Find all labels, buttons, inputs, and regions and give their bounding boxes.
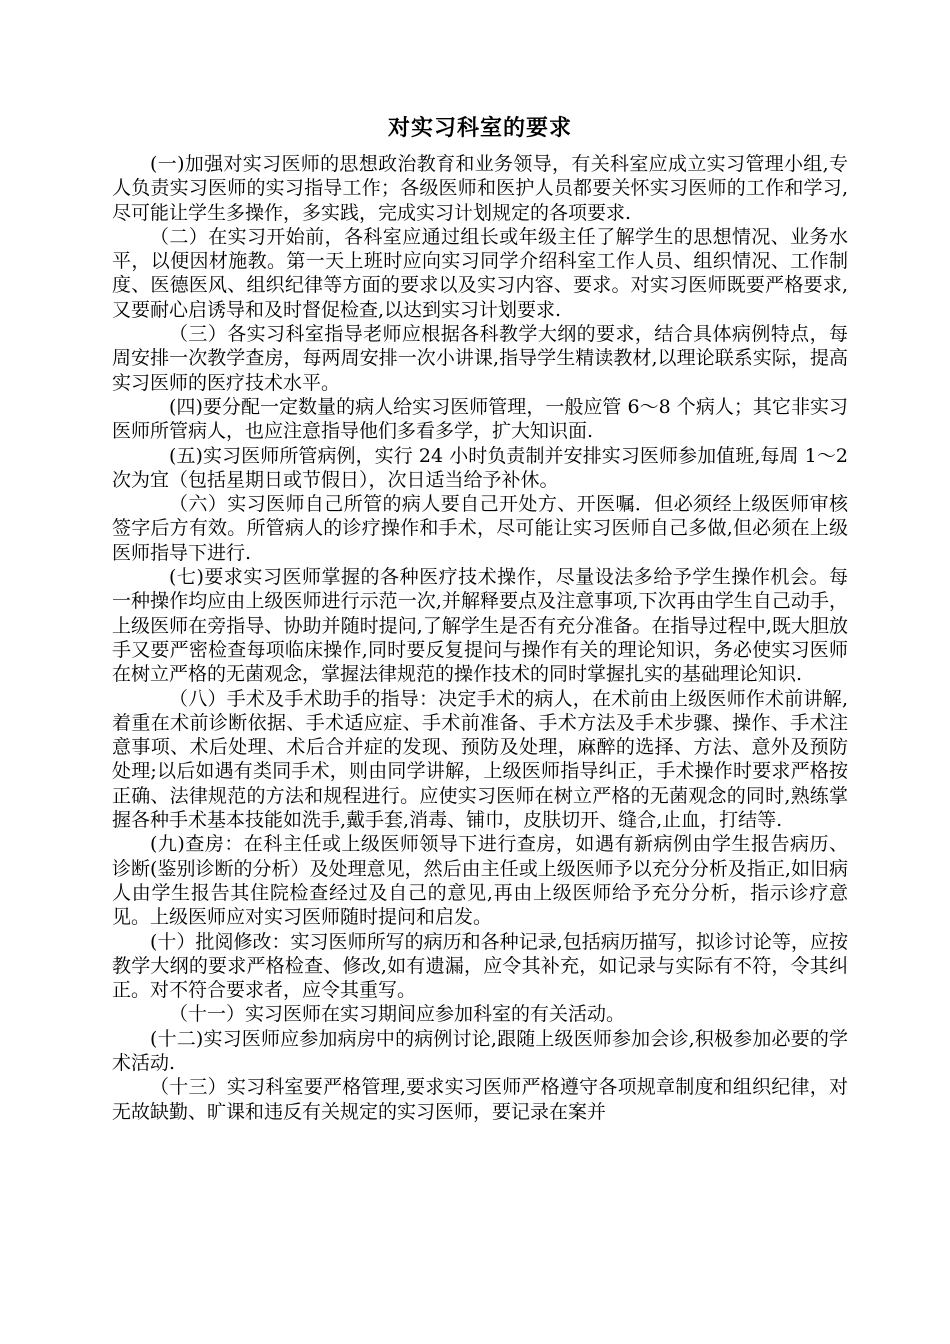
paragraph-8: （八）手术及手术助手的指导：决定手术的病人，在术前由上级医师作术前讲解,着重在术前诊断依据、手术适应症、手术前准备、手术方法及手术步骤、操作、手术注意事项、术后处理、术后合并症的发现、预防及处理，麻醉的选择、方法、意外及预防处理;以后如遇有类同手术，则由同学讲解，上级医师指导纠正，手术操作时要求严格按正确、法律规范的方法和规程进行。应使实习医师在树立严格的无菌观念的同时,熟练掌握各种手术基本技能如洗手,戴手套,消毒、铺巾，皮肤切开、缝合,止血，打结等. — [112, 687, 848, 832]
paragraph-9: (九)查房：在科主任或上级医师领导下进行查房，如遇有新病例由学生报告病历、诊断(鉴别诊断的分析）及处理意见，然后由主任或上级医师予以充分分析及指正,如旧病人由学生报告其住院检查经过及自己的意见,再由上级医师给予充分分析，指示诊疗意见。上级医师应对实习医师随时提问和启发。 — [112, 833, 848, 929]
paragraph-10: (十）批阅修改：实习医师所写的病历和各种记录,包括病历描写，拟诊讨论等，应按教学大纲的要求严格检查、修改,如有遗漏，应令其补充，如记录与实际有不符，令其纠正。对不符合要求者，应令其重写。 — [112, 930, 848, 1002]
paragraph-7: (七)要求实习医师掌握的各种医疗技术操作，尽量设法多给予学生操作机会。每一种操作均应由上级医师进行示范一次,并解释要点及注意事项,下次再由学生自己动手，上级医师在旁指导、协助并随时提问,了解学生是否有充分准备。在指导过程中,既大胆放手又要严密检查每项临床操作,同时要反复提问与操作有关的理论知识，务必使实习医师在树立严格的无菌观念，掌握法律规范的操作技术的同时掌握扎实的基础理论知识. — [112, 566, 848, 686]
paragraph-6: （六）实习医师自己所管的病人要自己开处方、开医嘱．但必须经上级医师审核签字后方有效。所管病人的诊疗操作和手术，尽可能让实习医师自己多做,但必须在上级医师指导下进行. — [112, 493, 848, 564]
paragraph-1: (一)加强对实习医师的思想政治教育和业务领导，有关科室应成立实习管理小组,专人负责实习医师的实习指导工作；各级医师和医护人员都要关怀实习医师的工作和学习,尽可能让学生多操作，多实践，完成实习计划规定的各项要求. — [112, 153, 848, 224]
document-page — [112, 108, 848, 1124]
paragraph-5: (五)实习医师所管病例，实行 24 小时负责制并安排实习医师参加值班,每周 1～2 次为宜（包括星期日或节假日），次日适当给予补休。 — [112, 444, 848, 491]
paragraph-3: （三）各实习科室指导老师应根据各科教学大纲的要求，结合具体病例特点，每周安排一次教学查房，每两周安排一次小讲课,指导学生精读教材,以理论联系实际，提高实习医师的医疗技术水平。 — [112, 323, 848, 394]
paragraph-11: （十一）实习医师在实习期间应参加科室的有关活动。 — [169, 1003, 626, 1026]
paragraph-4: (四)要分配一定数量的病人给实习医师管理，一般应管 6～8 个病人；其它非实习医师所管病人，也应注意指导他们多看多学，扩大知识面. — [112, 395, 848, 443]
document-title: 对实习科室的要求 — [387, 116, 572, 141]
paragraph-2: （二）在实习开始前，各科室应通过组长或年级主任了解学生的思想情况、业务水平，以便因材施教。第一天上班时应向实习同学介绍科室工作人员、组织情况、工作制度、医德医风、组织纪律等方面的要求以及实习内容、要求。对实习医师既要严格要求,又要耐心启诱导和及时督促检查,以达到实习计划要求. — [112, 225, 848, 321]
paragraph-13: （十三）实习科室要严格管理,要求实习医师严格遵守各项规章制度和组织纪律，对无故缺勤、旷课和违反有关规定的实习医师，要记录在案并 — [112, 1076, 848, 1123]
paragraph-12: (十二)实习医师应参加病房中的病例讨论,跟随上级医师参加会诊,积极参加必要的学术活动. — [112, 1027, 848, 1074]
